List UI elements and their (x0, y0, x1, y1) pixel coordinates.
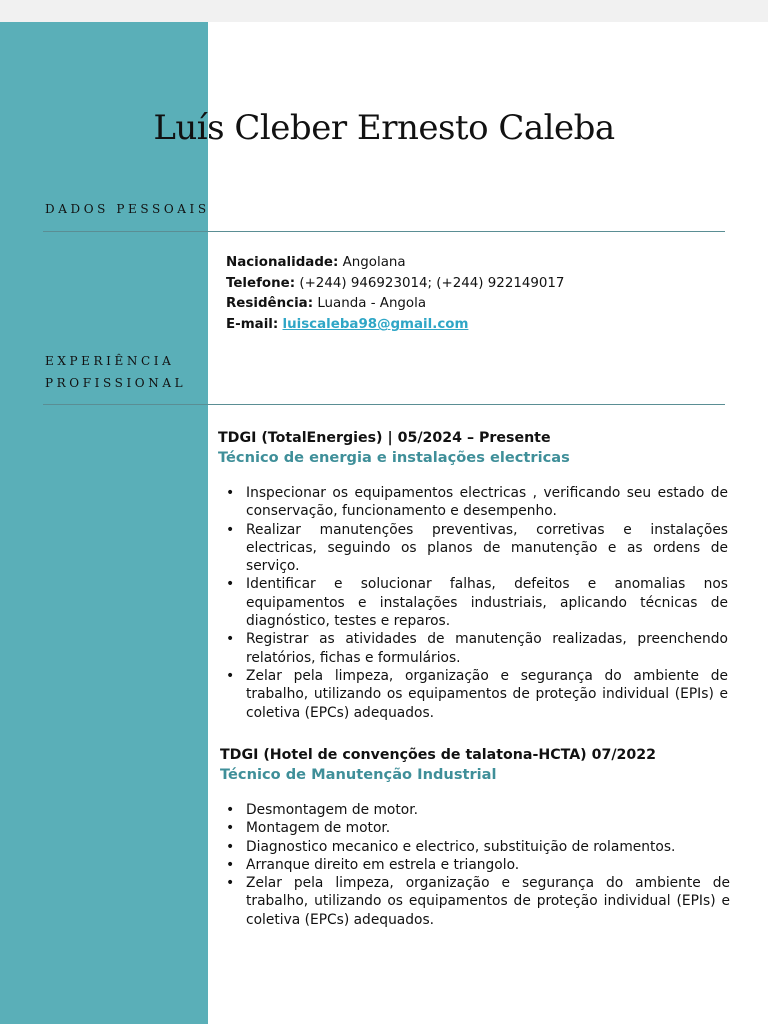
section-heading-experience (45, 350, 186, 394)
job-title: TDGI (Hotel de convenções de talatona-HCTA) 07/2022 (220, 747, 657, 763)
job-entry (218, 428, 728, 722)
duty-item: • Diagnostico mecanico e electrico, substituição de rolamentos. (246, 838, 730, 856)
section-heading-experience-line2: PROFISSIONAL (45, 376, 187, 390)
job-role: Técnico de energia e instalações electricas (218, 449, 570, 466)
nationality-row (226, 253, 564, 274)
residence-label: Residência: (226, 296, 314, 312)
section-divider (43, 231, 725, 232)
duty-item: • Montagem de motor. (246, 819, 730, 837)
job-entry (220, 745, 730, 929)
duty-list (218, 484, 728, 722)
email-row (226, 315, 564, 336)
phone-label: Telefone: (226, 275, 296, 291)
nationality-value: Angolana (338, 255, 406, 270)
viewer-top-bar (0, 0, 768, 22)
duty-item: • Zelar pela limpeza, organização e segurança do ambiente de trabalho, utilizando os equipamentos de proteção individual (EPIs) e coletiva (EPCs) adequados. (246, 874, 730, 929)
job-role: Técnico de Manutenção Industrial (220, 766, 497, 783)
duty-item: • Inspecionar os equipamentos electricas , verificando seu estado de conservação, funcionamento e desempenho. (246, 484, 728, 521)
section-heading-personal: DADOS PESSOAIS (45, 202, 210, 216)
sidebar-accent-band (0, 22, 208, 1024)
phone-row (226, 274, 564, 295)
section-divider (43, 404, 725, 405)
phone-value: (+244) 946923014; (+244) 922149017 (295, 275, 565, 291)
personal-info (226, 253, 564, 336)
residence-value: Luanda - Angola (313, 296, 427, 312)
duty-item: • Registrar as atividades de manutenção realizadas, preenchendo relatórios, fichas e formulários. (246, 630, 728, 667)
duty-item: • Zelar pela limpeza, organização e segurança do ambiente de trabalho, utilizando os equipamentos de proteção individual (EPIs) e coletiva (EPCs) adequados. (246, 667, 728, 722)
candidate-name: Luís Cleber Ernesto Caleba (153, 108, 615, 148)
duty-item: • Identificar e solucionar falhas, defeitos e anomalias nos equipamentos e instalações industriais, aplicando técnicas de diagnóstico, testes e reparos. (246, 575, 728, 630)
job-title: TDGI (TotalEnergies) | 05/2024 – Presente (218, 430, 551, 446)
duty-item: • Arranque direito em estrela e triangolo. (246, 856, 730, 874)
duty-list (220, 801, 730, 929)
residence-row (226, 294, 564, 315)
duty-item: • Desmontagem de motor. (246, 801, 730, 819)
email-label: E-mail: (226, 317, 279, 333)
email-link[interactable]: luiscaleba98@gmail.com (282, 317, 469, 333)
section-heading-experience-line1: EXPERIÊNCIA (45, 354, 175, 368)
nationality-label: Nacionalidade: (226, 255, 339, 270)
duty-item: • Realizar manutenções preventivas, corretivas e instalações electricas, seguindo os planos de manutenção e as ordens de serviço. (246, 521, 728, 576)
